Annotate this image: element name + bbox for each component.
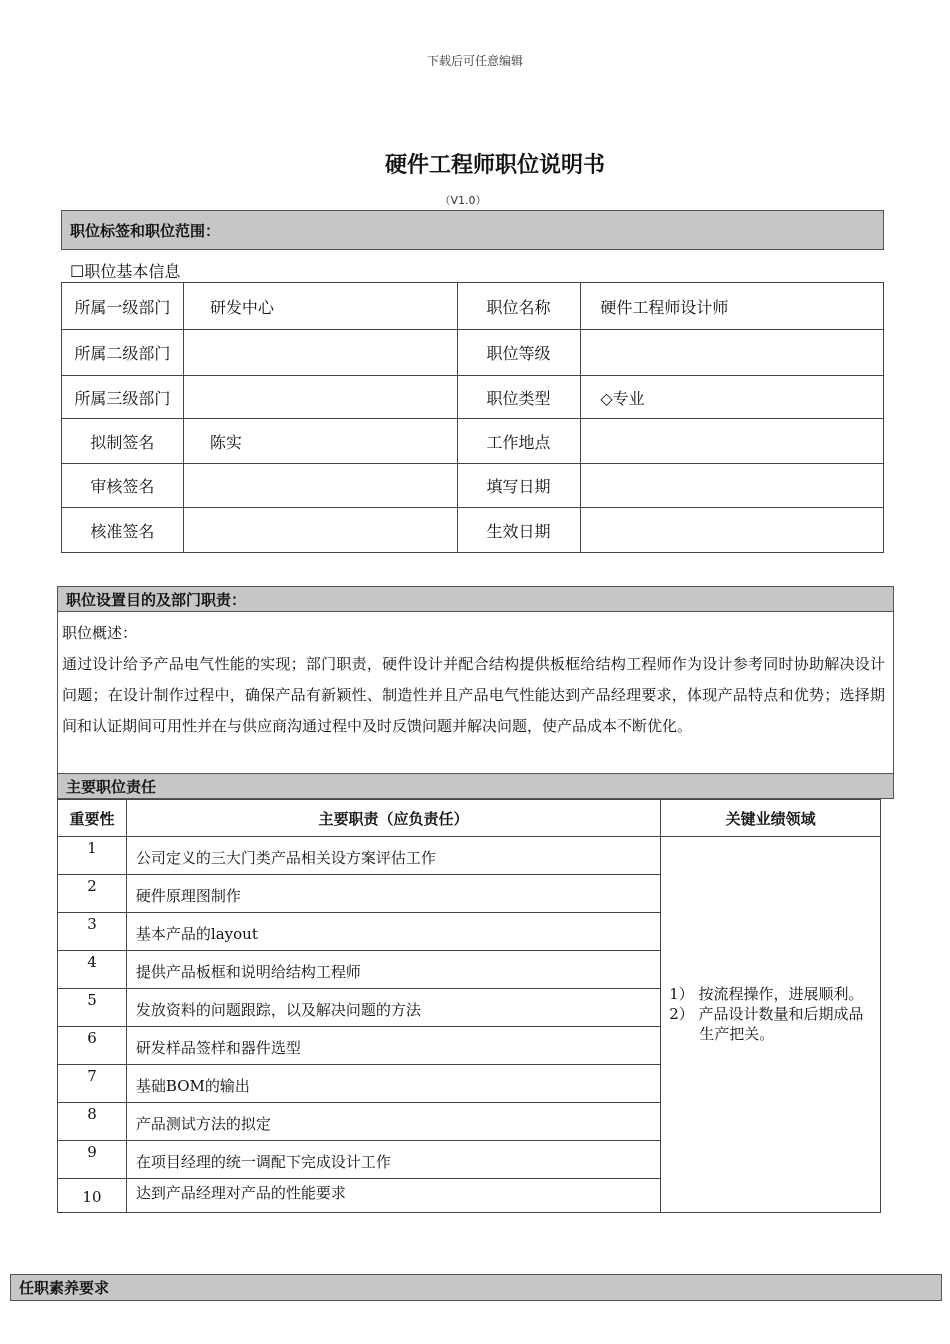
duty-importance: 10 — [58, 1179, 127, 1213]
info-value: 研发中心 — [183, 283, 457, 330]
info-value — [581, 464, 884, 508]
duty-text: 基本产品的layout — [126, 913, 660, 951]
col-duty-header: 主要职责（应负责任） — [126, 800, 660, 837]
col-importance-header: 重要性 — [58, 800, 127, 837]
duty-text: 公司定义的三大门类产品相关设方案评估工作 — [126, 837, 660, 875]
basic-info-table — [61, 282, 884, 553]
info-row — [62, 283, 884, 330]
section-heading-duties: 主要职位责任 — [57, 773, 894, 799]
info-value: 陈实 — [183, 419, 457, 464]
duty-importance: 9 — [58, 1141, 127, 1179]
duties-table — [57, 799, 881, 1213]
duty-importance: 4 — [58, 951, 127, 989]
info-value: ◇专业 — [581, 376, 884, 419]
info-label: 职位名称 — [457, 283, 581, 330]
info-label: 工作地点 — [457, 419, 581, 464]
info-label: 职位等级 — [457, 330, 581, 376]
info-row — [62, 419, 884, 464]
basic-info-label: ☐职位基本信息 — [70, 262, 181, 281]
duty-text: 在项目经理的统一调配下完成设计工作 — [126, 1141, 660, 1179]
overview-label: 职位概述： — [62, 624, 138, 642]
info-value — [581, 330, 884, 376]
section-heading-purpose: 职位设置目的及部门职责： — [57, 586, 894, 612]
page-title: 硬件工程师职位说明书 — [384, 153, 605, 178]
info-row — [62, 508, 884, 553]
info-value: 硬件工程师设计师 — [581, 283, 884, 330]
info-value — [581, 419, 884, 464]
section-heading-position-scope: 职位标签和职位范围： — [61, 210, 884, 250]
version-label: （V1.0） — [439, 194, 487, 207]
duty-text: 研发样品签样和器件选型 — [126, 1027, 660, 1065]
info-label: 职位类型 — [457, 376, 581, 419]
duty-text: 发放资料的问题跟踪，以及解决问题的方法 — [126, 989, 660, 1027]
duty-text: 基础BOM的输出 — [126, 1065, 660, 1103]
duty-text: 提供产品板框和说明给结构工程师 — [126, 951, 660, 989]
duty-row — [58, 837, 881, 875]
duty-importance: 1 — [58, 837, 127, 875]
duty-importance: 7 — [58, 1065, 127, 1103]
info-label: 审核签名 — [62, 464, 184, 508]
info-label: 所属二级部门 — [62, 330, 184, 376]
kpi-item: 1） 按流程操作，进展顺利。 — [669, 985, 864, 1003]
info-label: 填写日期 — [457, 464, 581, 508]
info-label: 拟制签名 — [62, 419, 184, 464]
info-label: 所属一级部门 — [62, 283, 184, 330]
info-label: 所属三级部门 — [62, 376, 184, 419]
info-label: 生效日期 — [457, 508, 581, 553]
header-note: 下载后可任意编辑 — [426, 54, 523, 68]
duty-importance: 5 — [58, 989, 127, 1027]
info-value — [183, 464, 457, 508]
info-value — [183, 508, 457, 553]
duty-text: 产品测试方法的拟定 — [126, 1103, 660, 1141]
section-heading-qualifications: 任职素养要求 — [10, 1274, 942, 1301]
duty-importance: 2 — [58, 875, 127, 913]
info-value — [183, 330, 457, 376]
kpi-cell — [661, 837, 881, 1213]
col-kpi-header: 关键业绩领域 — [661, 800, 881, 837]
info-value — [581, 508, 884, 553]
info-row — [62, 464, 884, 508]
duty-importance: 8 — [58, 1103, 127, 1141]
duty-importance: 6 — [58, 1027, 127, 1065]
info-label: 核准签名 — [62, 508, 184, 553]
position-overview — [57, 612, 894, 774]
kpi-item: 2） 产品设计数量和后期成品生产把关。 — [669, 1005, 864, 1043]
duty-text: 达到产品经理对产品的性能要求 — [126, 1179, 660, 1213]
info-value — [183, 376, 457, 419]
info-row — [62, 330, 884, 376]
overview-text: 通过设计给予产品电气性能的实现；部门职责，硬件设计并配合结构提供板框给结构工程师作为设计参考同时协助解决设计问题；在设计制作过程中，确保产品有新颖性、制造性并且产品电气性能达到产品经理要求，体现产品特点和优势；选择期间和认证期间可用性并在与供应商沟通过程中及时反馈问题并解决问题，使产品成本不断优化。 — [62, 655, 885, 735]
info-row — [62, 376, 884, 419]
duty-importance: 3 — [58, 913, 127, 951]
duty-text: 硬件原理图制作 — [126, 875, 660, 913]
